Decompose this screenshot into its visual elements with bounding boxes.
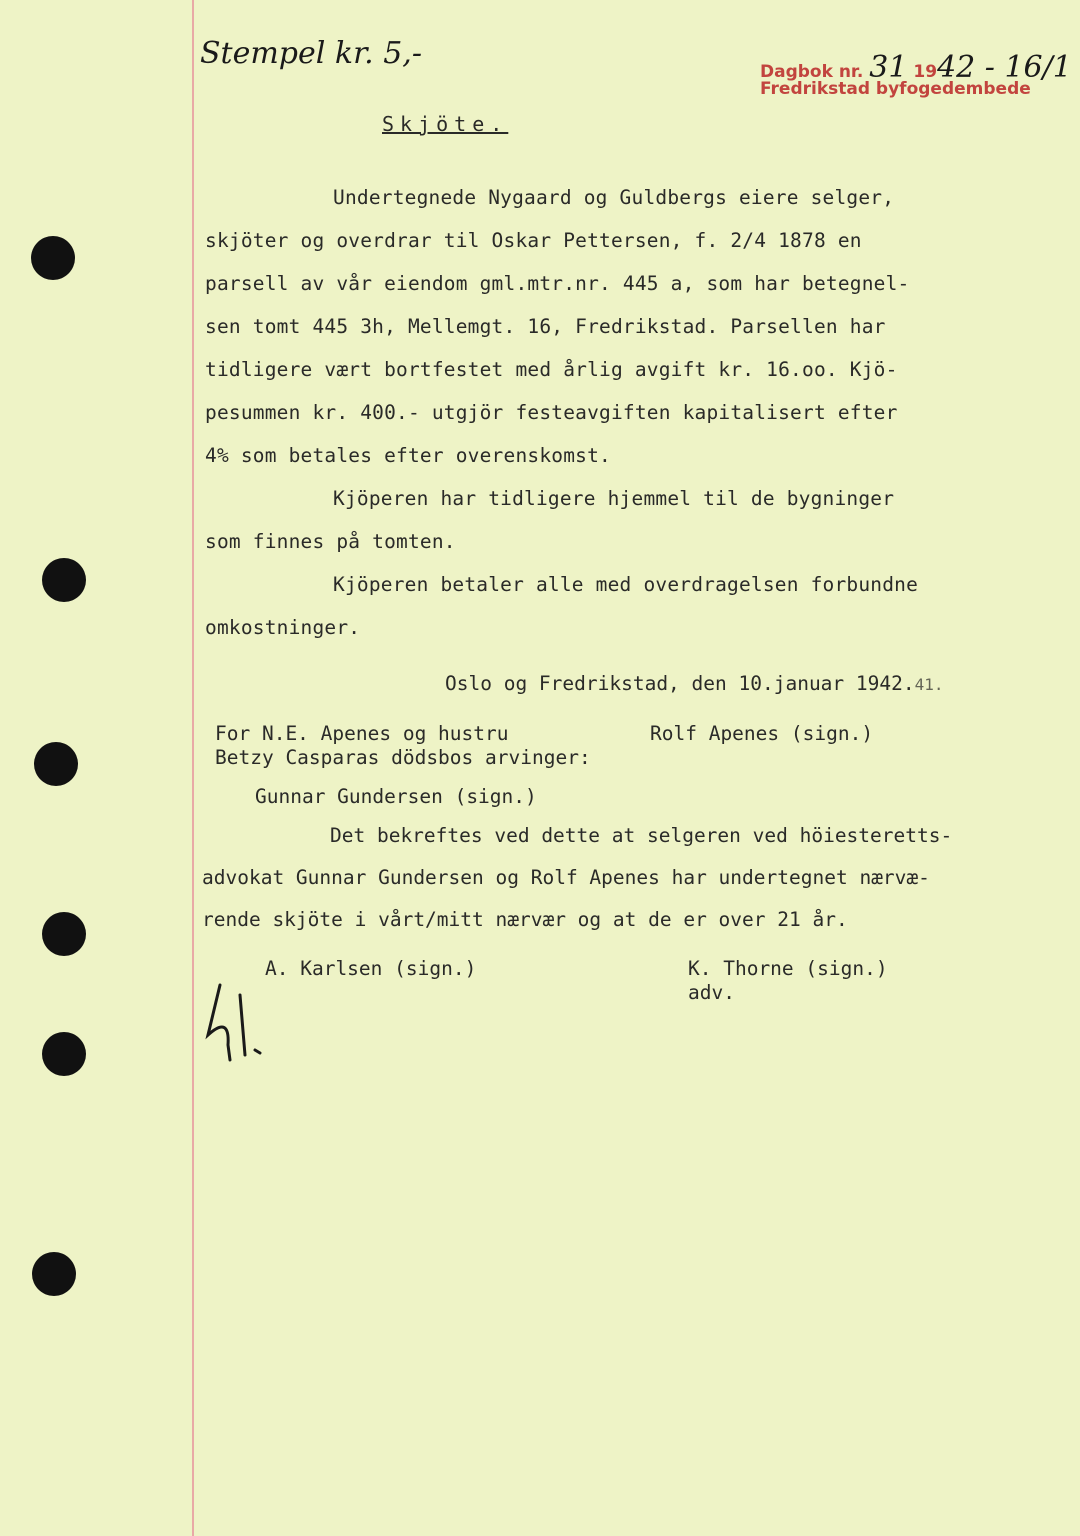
signer-gunnar-gundersen: Gunnar Gundersen (sign.) (255, 785, 537, 808)
punch-hole (42, 558, 86, 602)
punch-hole (31, 236, 75, 280)
witness-thorne (688, 957, 888, 1005)
signer-rolf-apenes: Rolf Apenes (sign.) (650, 722, 874, 745)
punch-hole (32, 1252, 76, 1296)
body-line: som finnes på tomten. (205, 530, 456, 553)
body-line: skjöter og overdrar til Oskar Pettersen, f. 2/4 1878 en (205, 229, 862, 252)
punch-hole (34, 742, 78, 786)
body-line: pesummen kr. 400.- utgjör festeavgiften kapitalisert efter (205, 401, 898, 424)
deed-body (205, 176, 995, 649)
place-and-date (445, 672, 944, 695)
witness-thorne-name: K. Thorne (sign.) (688, 957, 888, 980)
punch-hole (42, 912, 86, 956)
body-line: sen tomt 445 3h, Mellemgt. 16, Fredrikstad. Parsellen har (205, 315, 886, 338)
body-line: Kjöperen betaler alle med overdragelsen forbundne (333, 573, 919, 596)
confirmation-line: advokat Gunnar Gundersen og Rolf Apenes har undertegnet nærvæ- (202, 866, 930, 889)
confirmation-line: Det bekreftes ved dette at selgeren ved höiesteretts- (330, 824, 953, 847)
confirmation-line: rende skjöte i vårt/mitt nærvær og at de er over 21 år. (202, 908, 848, 931)
body-line: Kjöperen har tidligere hjemmel til de bygninger (333, 487, 895, 510)
body-line: Undertegnede Nygaard og Guldbergs eiere selger, (333, 186, 895, 209)
body-line: 4% som betales efter overenskomst. (205, 444, 611, 467)
body-line: parsell av vår eiendom gml.mtr.nr. 445 a, som har betegnel- (205, 272, 910, 295)
date-correction: 41. (914, 675, 944, 694)
signers-heirs (215, 722, 591, 770)
place-date-text: Oslo og Fredrikstad, den 10.januar 1942. (445, 672, 915, 695)
witness-karlsen: A. Karlsen (sign.) (265, 957, 477, 980)
body-line: tidligere vært bortfestet med årlig avgift kr. 16.oo. Kjö- (205, 358, 898, 381)
registry-stamp (760, 50, 1072, 99)
handwritten-initials (200, 975, 280, 1065)
document-title: Skjöte. (382, 112, 509, 136)
stamp-label: Dagbok nr. (760, 62, 864, 82)
witness-confirmation (202, 815, 1002, 941)
punch-hole (42, 1032, 86, 1076)
stamp-century: 19 (913, 62, 938, 82)
stamp-year-handwritten: 42 - 16/1 (937, 50, 1072, 85)
signer-line: Betzy Casparas dödsbos arvinger: (215, 746, 591, 769)
handwritten-stamp-fee: Stempel kr. 5,- (200, 36, 422, 71)
signer-line: For N.E. Apenes og hustru (215, 722, 509, 745)
margin-rule (192, 0, 194, 1536)
stamp-number: 31 (869, 50, 908, 85)
witness-thorne-title: adv. (688, 981, 735, 1004)
body-line: omkostninger. (205, 616, 361, 639)
stamp-office: Fredrikstad byfogedembede (760, 79, 1031, 99)
